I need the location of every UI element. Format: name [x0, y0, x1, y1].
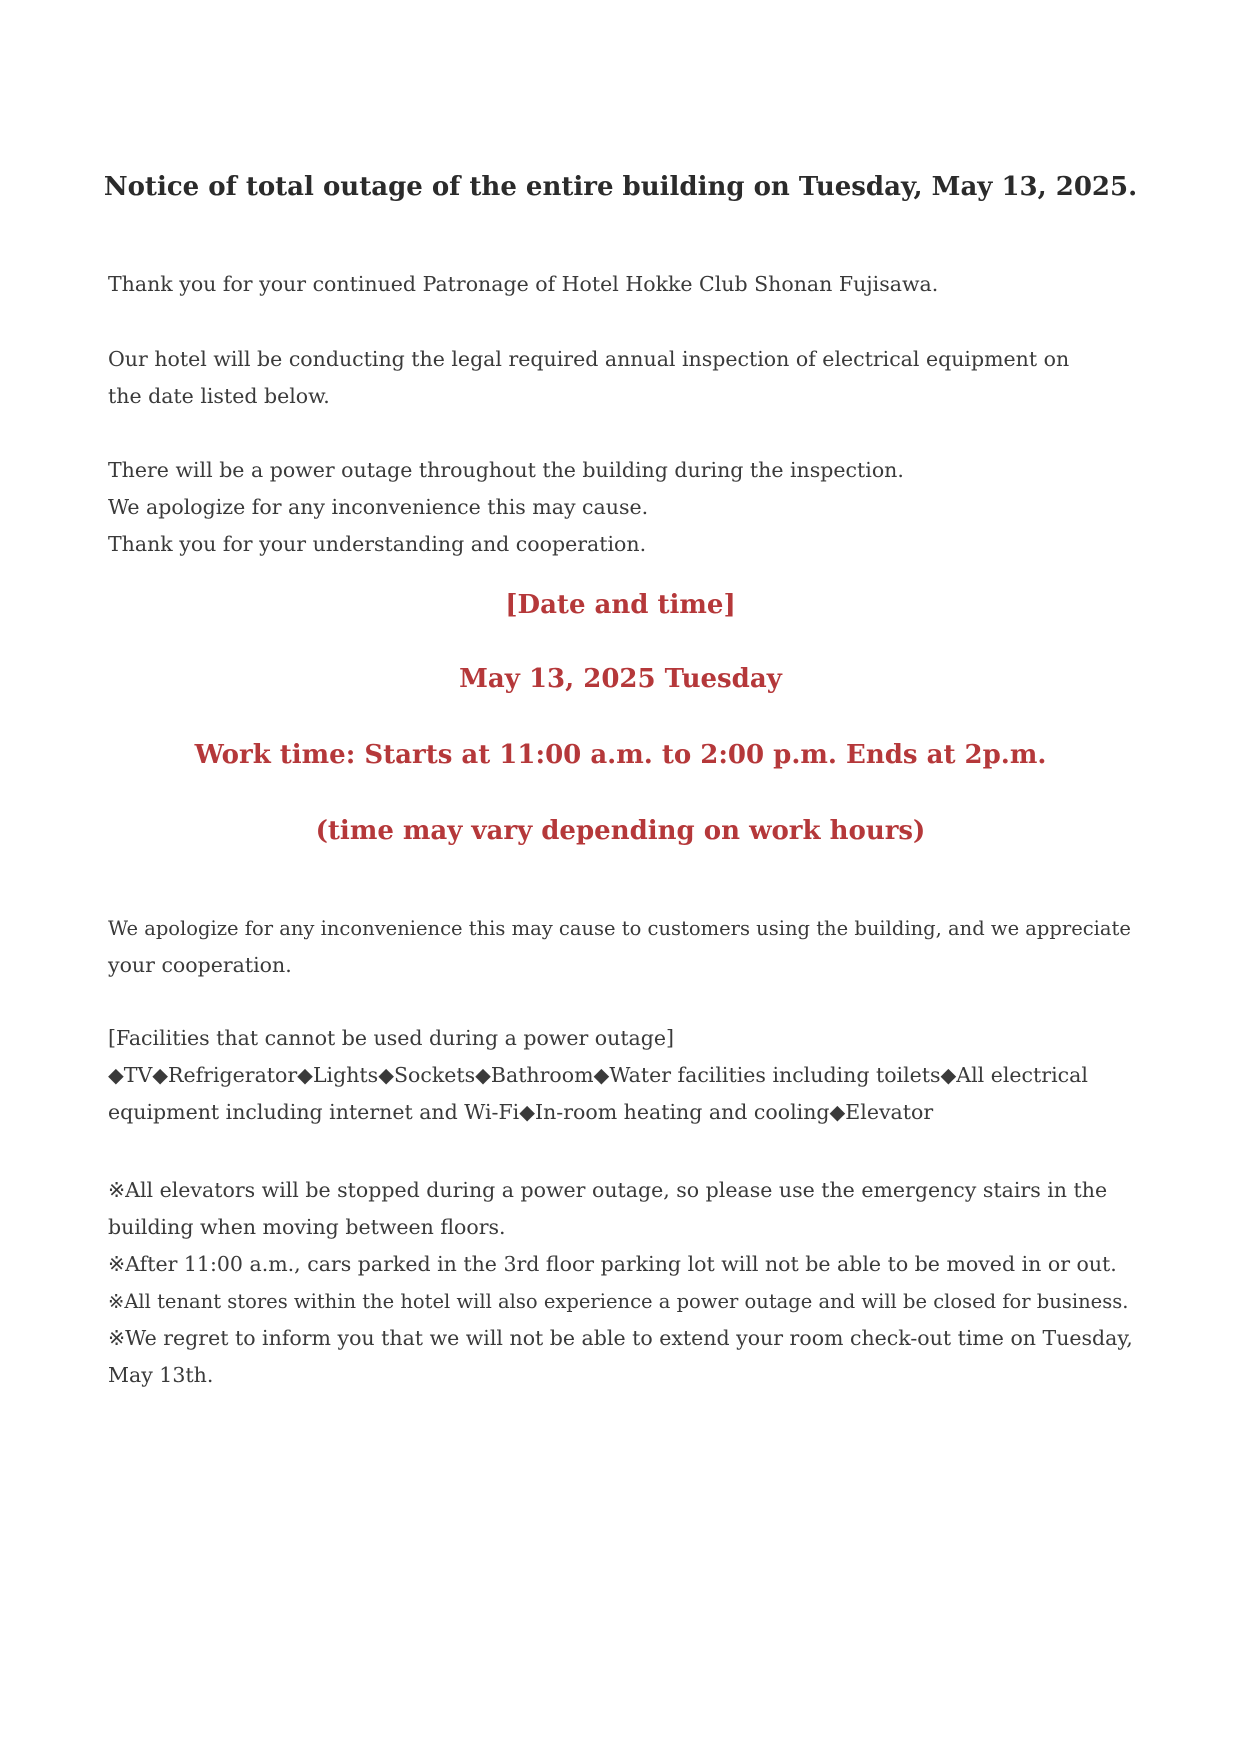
understanding-text: Thank you for your understanding and cooperation. [108, 532, 647, 556]
apology2-line-2: your cooperation. [108, 953, 292, 977]
schedule-note: (time may vary depending on work hours) [315, 816, 926, 846]
schedule-work-time: Work time: Starts at 11:00 a.m. to 2:00 p.m. Ends at 2p.m. [194, 740, 1047, 770]
note-tenants: ※All tenant stores within the hotel will also experience a power outage and will be closed for business. [108, 1290, 1129, 1313]
outage-text: There will be a power outage throughout the building during the inspection. [108, 458, 904, 482]
facilities-section [108, 1020, 1138, 1131]
thanks-text: Thank you for your continued Patronage of Hotel Hokke Club Shonan Fujisawa. [108, 272, 939, 296]
thanks-paragraph [108, 266, 1138, 303]
outage-paragraph [108, 452, 1138, 563]
schedule-heading: [Date and time] [505, 590, 736, 620]
note-checkout-line-1: ※We regret to inform you that we will not be able to extend your room check-out time on Tuesday, [108, 1326, 1133, 1350]
apology-paragraph [108, 910, 1138, 984]
page-title: Notice of total outage of the entire building on Tuesday, May 13, 2025. [103, 172, 1138, 202]
apology-text: We apologize for any inconvenience this may cause. [108, 495, 649, 519]
facilities-line-1: ◆TV◆Refrigerator◆Lights◆Sockets◆Bathroom◆Water facilities including toilets◆All electrical [108, 1063, 1088, 1087]
note-parking: ※After 11:00 a.m., cars parked in the 3rd floor parking lot will not be able to be moved in or out. [108, 1252, 1117, 1276]
note-elevators-line-2: building when moving between floors. [108, 1215, 506, 1239]
inspection-line-1: Our hotel will be conducting the legal required annual inspection of electrical equipment on [108, 347, 1070, 371]
facilities-heading: [Facilities that cannot be used during a power outage] [108, 1026, 675, 1050]
schedule-date: May 13, 2025 Tuesday [459, 664, 782, 694]
note-checkout-line-2: May 13th. [108, 1363, 214, 1387]
apology2-line-1: We apologize for any inconvenience this may cause to customers using the building, and we appreciate [108, 917, 1131, 940]
inspection-paragraph [108, 341, 1138, 415]
inspection-line-2: the date listed below. [108, 384, 330, 408]
facilities-line-2: equipment including internet and Wi-Fi◆In-room heating and cooling◆Elevator [108, 1100, 934, 1124]
notes-section [108, 1172, 1138, 1394]
note-elevators-line-1: ※All elevators will be stopped during a power outage, so please use the emergency stairs in the [108, 1178, 1108, 1202]
